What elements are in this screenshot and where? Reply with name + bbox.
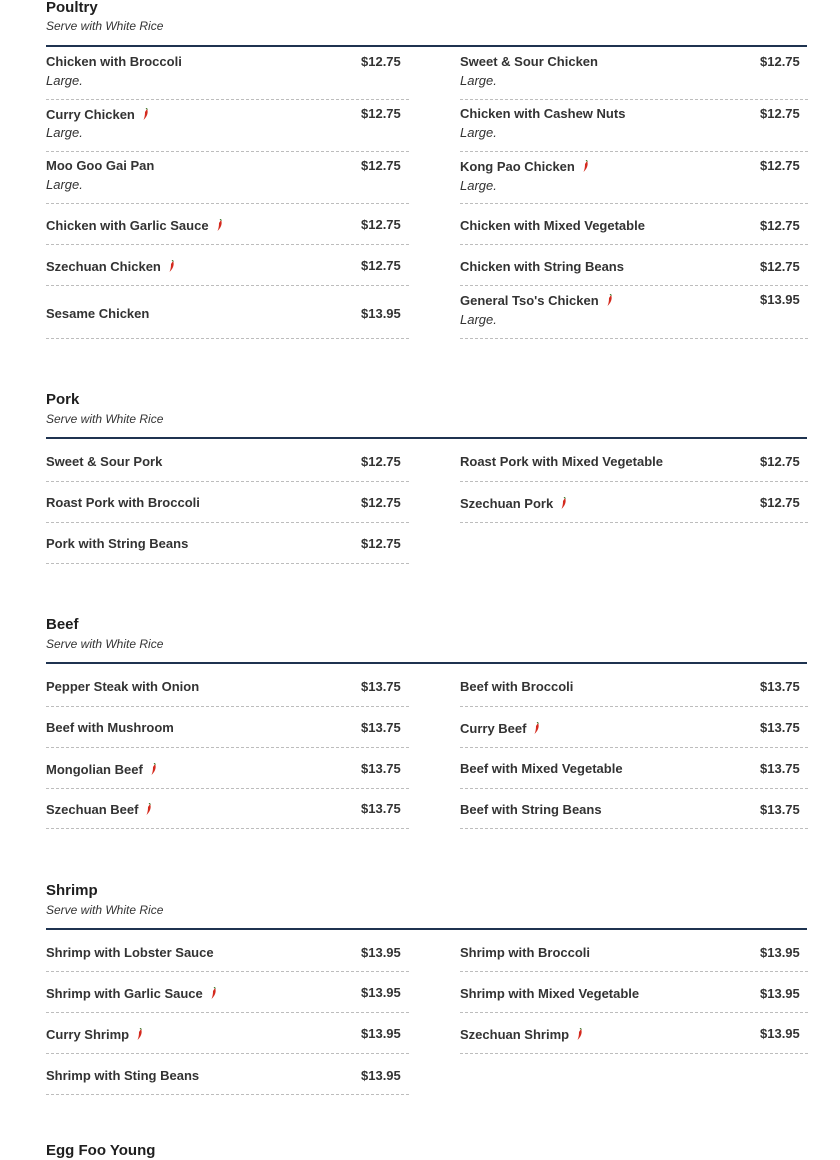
menu-item[interactable] — [46, 972, 409, 1013]
section-divider — [46, 437, 807, 439]
menu-item[interactable] — [46, 707, 409, 748]
menu-item[interactable] — [460, 245, 808, 286]
chili-pepper-icon — [143, 108, 149, 123]
section-subtitle: Serve with White Rice — [46, 903, 164, 917]
item-price: $13.75 — [361, 720, 401, 735]
chili-pepper-icon — [211, 987, 217, 1002]
item-price: $12.75 — [361, 106, 401, 121]
item-description: Large. — [46, 125, 83, 140]
section-poultry — [46, 0, 807, 327]
item-name: Chicken with Mixed Vegetable — [460, 218, 645, 233]
item-description: Large. — [460, 178, 497, 193]
chili-pepper-icon — [534, 722, 540, 737]
menu-item[interactable] — [46, 523, 409, 564]
item-price: $13.95 — [361, 1068, 401, 1083]
item-name: Szechuan Shrimp — [460, 1027, 583, 1043]
item-price: $12.75 — [760, 495, 800, 510]
item-price: $13.95 — [361, 306, 401, 321]
item-price: $13.75 — [361, 801, 401, 816]
item-name: Pepper Steak with Onion — [46, 679, 200, 694]
menu-item[interactable] — [460, 440, 808, 482]
item-price: $12.75 — [361, 54, 401, 69]
chili-pepper-icon — [607, 294, 613, 309]
section-subtitle: Serve with White Rice — [46, 637, 164, 651]
chili-pepper-icon — [137, 1028, 143, 1043]
chili-pepper-icon — [583, 160, 589, 175]
section-subtitle: Serve with White Rice — [46, 19, 164, 33]
item-price: $13.75 — [361, 761, 401, 776]
item-price: $12.75 — [760, 259, 800, 274]
item-name: Shrimp with Garlic Sauce — [46, 986, 217, 1002]
item-name: Chicken with String Beans — [460, 259, 624, 274]
menu-item[interactable] — [460, 665, 808, 707]
menu-item[interactable] — [46, 440, 409, 482]
section-title: Egg Foo Young — [46, 1142, 156, 1159]
item-name: Curry Shrimp — [46, 1027, 143, 1043]
item-name: Chicken with Garlic Sauce — [46, 218, 223, 234]
item-price: $13.75 — [760, 761, 800, 776]
item-price: $13.75 — [760, 720, 800, 735]
item-description: Large. — [460, 312, 497, 327]
section-title: Shrimp — [46, 882, 98, 899]
section-title: Poultry — [46, 0, 98, 16]
chili-pepper-icon — [151, 763, 157, 778]
chili-pepper-icon — [169, 260, 175, 275]
item-name: Roast Pork with Broccoli — [46, 495, 200, 510]
menu-item[interactable] — [460, 152, 808, 204]
section-subtitle: Serve with White Rice — [46, 412, 164, 426]
item-name: Curry Chicken — [46, 107, 149, 123]
item-price: $13.95 — [361, 985, 401, 1000]
section-divider — [46, 928, 807, 930]
item-name: Mongolian Beef — [46, 762, 157, 778]
item-price: $12.75 — [760, 106, 800, 121]
menu-item[interactable] — [460, 482, 808, 523]
item-price: $13.75 — [760, 802, 800, 817]
section-divider — [46, 45, 807, 47]
menu-item[interactable] — [46, 245, 409, 286]
item-price: $12.75 — [361, 495, 401, 510]
menu-item[interactable] — [460, 100, 808, 152]
item-name: Szechuan Beef — [46, 802, 152, 818]
item-name: Shrimp with Sting Beans — [46, 1068, 200, 1083]
item-name: Shrimp with Mixed Vegetable — [460, 986, 640, 1001]
item-name: Roast Pork with Mixed Vegetable — [460, 454, 663, 469]
item-name: Chicken with Cashew Nuts — [460, 106, 626, 121]
item-name: Kong Pao Chicken — [460, 159, 589, 175]
item-price: $12.75 — [760, 54, 800, 69]
menu-item[interactable] — [46, 482, 409, 523]
item-name: Chicken with Broccoli — [46, 54, 182, 69]
section-title: Pork — [46, 391, 80, 408]
item-price: $13.95 — [760, 986, 800, 1001]
item-price: $13.75 — [361, 679, 401, 694]
item-name: General Tso's Chicken — [460, 293, 613, 309]
item-name: Shrimp with Lobster Sauce — [46, 945, 214, 960]
menu-item[interactable] — [460, 931, 808, 972]
menu-item[interactable] — [46, 1013, 409, 1054]
item-price: $12.75 — [760, 218, 800, 233]
menu-item[interactable] — [46, 286, 409, 339]
item-name: Beef with String Beans — [460, 802, 602, 817]
item-name: Beef with Mushroom — [46, 720, 174, 735]
menu-item[interactable] — [460, 748, 808, 789]
item-name: Szechuan Chicken — [46, 259, 175, 275]
section-pork — [46, 391, 807, 551]
item-description: Large. — [46, 177, 83, 192]
menu-item[interactable] — [46, 931, 409, 972]
chili-pepper-icon — [561, 497, 567, 512]
item-price: $12.75 — [361, 536, 401, 551]
item-description: Large. — [460, 73, 497, 88]
item-price: $13.95 — [760, 945, 800, 960]
item-name: Beef with Mixed Vegetable — [460, 761, 623, 776]
item-name: Curry Beef — [460, 721, 540, 737]
section-shrimp — [46, 882, 807, 1083]
item-price: $13.75 — [760, 679, 800, 694]
item-description: Large. — [46, 73, 83, 88]
item-price: $13.95 — [760, 1026, 800, 1041]
item-price: $12.75 — [361, 217, 401, 232]
menu-item[interactable] — [46, 204, 409, 245]
menu-item[interactable] — [46, 1054, 409, 1095]
item-price: $12.75 — [760, 158, 800, 173]
menu-item[interactable] — [460, 707, 808, 748]
item-price: $12.75 — [361, 158, 401, 173]
menu-item[interactable] — [460, 789, 808, 829]
item-name: Shrimp with Broccoli — [460, 945, 591, 960]
chili-pepper-icon — [217, 219, 223, 234]
chili-pepper-icon — [146, 803, 152, 818]
menu-item[interactable] — [460, 1013, 808, 1054]
chili-pepper-icon — [577, 1028, 583, 1043]
menu-item[interactable] — [460, 204, 808, 245]
item-price: $12.75 — [361, 258, 401, 273]
item-name: Moo Goo Gai Pan — [46, 158, 155, 173]
item-name: Sesame Chicken — [46, 306, 150, 321]
item-name: Sweet & Sour Pork — [46, 454, 163, 469]
section-egg-foo-young — [46, 1142, 807, 1160]
section-divider — [46, 662, 807, 664]
menu-item[interactable] — [46, 100, 409, 152]
item-price: $13.95 — [361, 1026, 401, 1041]
section-beef — [46, 616, 807, 817]
item-description: Large. — [460, 125, 497, 140]
menu-item[interactable] — [46, 665, 409, 707]
item-price: $13.95 — [760, 292, 800, 307]
item-name: Pork with String Beans — [46, 536, 189, 551]
menu-item[interactable] — [46, 748, 409, 789]
item-name: Sweet & Sour Chicken — [460, 54, 598, 69]
menu-item[interactable] — [460, 972, 808, 1013]
menu-item[interactable] — [460, 286, 808, 339]
menu-item[interactable] — [460, 48, 808, 100]
item-name: Beef with Broccoli — [460, 679, 574, 694]
item-name: Szechuan Pork — [460, 496, 567, 512]
menu-item[interactable] — [46, 152, 409, 204]
item-price: $13.95 — [361, 945, 401, 960]
item-price: $12.75 — [361, 454, 401, 469]
menu-item[interactable] — [46, 789, 409, 829]
item-price: $12.75 — [760, 454, 800, 469]
menu-item[interactable] — [46, 48, 409, 100]
section-title: Beef — [46, 616, 79, 633]
